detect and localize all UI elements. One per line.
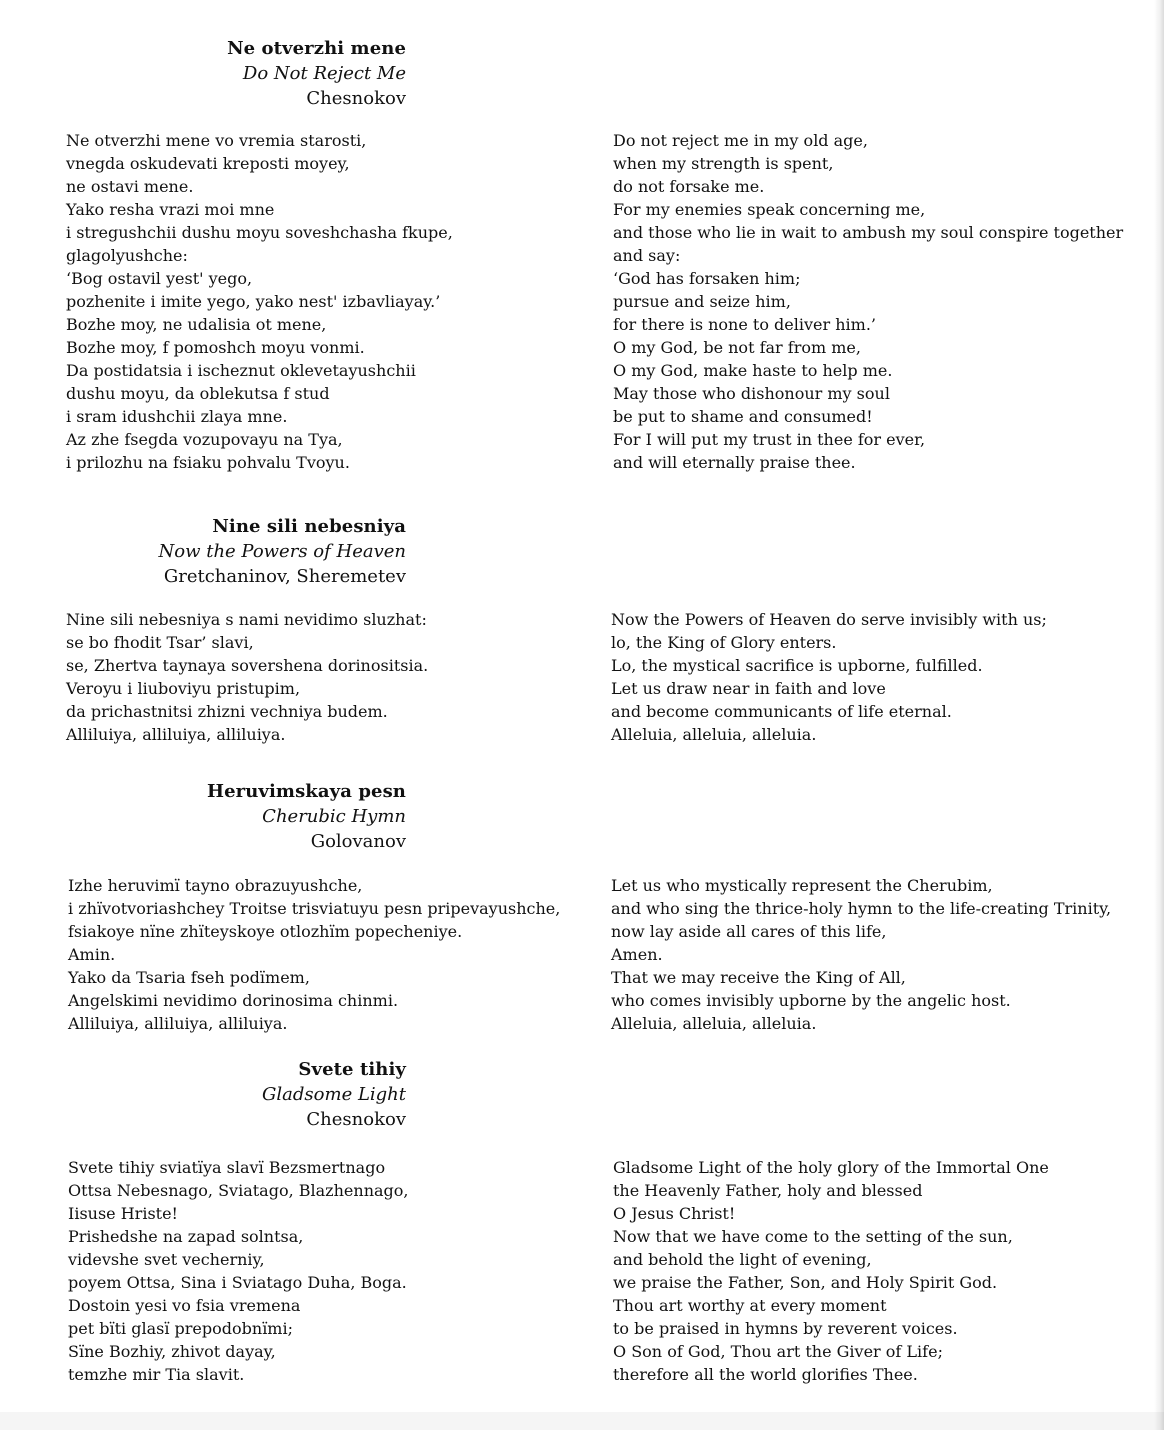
verse-line: Bozhe moy, f pomoshch moyu vonmi. [66, 338, 365, 357]
verse-line: Iisuse Hriste! [68, 1204, 178, 1223]
verse-line: Alliluiya, alliluiya, alliluiya. [66, 725, 286, 744]
hymn-title: Svete tihiy [298, 1059, 406, 1080]
verse-line: pursue and seize him, [613, 292, 791, 311]
verse-line: dushu moyu, da oblekutsa f stud [66, 384, 330, 403]
verse-line: For I will put my trust in thee for ever, [613, 430, 926, 449]
page-bottom-margin [0, 1412, 1164, 1430]
verse-line: Ne otverzhi mene vo vremia starosti, [66, 131, 367, 150]
verse-line: Alleluia, alleluia, alleluia. [611, 725, 817, 744]
verse-line: and will eternally praise thee. [613, 453, 856, 472]
transliteration-column [66, 129, 606, 474]
verse-line: Svete tihiy sviatïya slavï Bezsmertnago [68, 1158, 386, 1177]
verse-line: ‘Bog ostavil yest' yego, [66, 269, 253, 288]
hymn-subtitle: Do Not Reject Me [242, 63, 406, 84]
verse-line: O Jesus Christ! [613, 1204, 736, 1223]
verse-line: and become communicants of life eternal. [611, 702, 952, 721]
verse-line: poyem Ottsa, Sina i Sviatago Duha, Boga. [68, 1273, 407, 1292]
page-edge-shadow [1154, 0, 1164, 1430]
verse-line: now lay aside all cares of this life, [611, 922, 887, 941]
verse-line: glagolyushche: [66, 246, 188, 265]
verse-line: Now the Powers of Heaven do serve invisibly with us; [611, 610, 1047, 629]
verse-line: i stregushchii dushu moyu soveshchasha fkupe, [66, 223, 453, 242]
verse-line: Nine sili nebesniya s nami nevidimo sluzhat: [66, 610, 427, 629]
translation-column [613, 129, 1153, 474]
verse-line: Lo, the mystical sacrifice is upborne, fulfilled. [611, 656, 983, 675]
verse-line: ‘God has forsaken him; [613, 269, 801, 288]
verse-line: videvshe svet vecherniy, [68, 1250, 265, 1269]
hymn-title: Nine sili nebesniya [212, 516, 406, 537]
verse-line: when my strength is spent, [613, 154, 834, 173]
hymn-title: Heruvimskaya pesn [207, 781, 406, 802]
verse-line: pozhenite i imite yego, yako nest' izbavliayay.’ [66, 292, 441, 311]
translation-column [611, 874, 1151, 1035]
translation-column [613, 1156, 1153, 1386]
hymn-subtitle: Cherubic Hymn [262, 806, 406, 827]
verse-line: se, Zhertva taynaya sovershena dorinositsia. [66, 656, 429, 675]
hymn-heading [6, 36, 406, 112]
hymn-heading [6, 1057, 406, 1133]
verse-line: Prishedshe na zapad solntsa, [68, 1227, 304, 1246]
translation-column [611, 608, 1151, 746]
hymn-title: Ne otverzhi mene [227, 38, 406, 59]
verse-line: Let us draw near in faith and love [611, 679, 886, 698]
verse-line: May those who dishonour my soul [613, 384, 890, 403]
verse-line: for there is none to deliver him.’ [613, 315, 877, 334]
verse-line: and behold the light of evening, [613, 1250, 872, 1269]
verse-line: Gladsome Light of the holy glory of the Immortal One [613, 1158, 1049, 1177]
verse-line: For my enemies speak concerning me, [613, 200, 926, 219]
verse-line: Let us who mystically represent the Cherubim, [611, 876, 993, 895]
hymn-heading [6, 514, 406, 590]
verse-line: That we may receive the King of All, [611, 968, 906, 987]
verse-line: do not forsake me. [613, 177, 765, 196]
verse-line: to be praised in hymns by reverent voices. [613, 1319, 958, 1338]
verse-line: lo, the King of Glory enters. [611, 633, 837, 652]
verse-line: Thou art worthy at every moment [613, 1296, 887, 1315]
verse-line: Yako resha vrazi moi mne [66, 200, 275, 219]
hymn-heading [6, 779, 406, 855]
verse-line: Now that we have come to the setting of the sun, [613, 1227, 1013, 1246]
verse-line: therefore all the world glorifies Thee. [613, 1365, 918, 1384]
verse-line: temzhe mir Tia slavit. [68, 1365, 245, 1384]
transliteration-column [68, 874, 608, 1035]
verse-line: se bo fhodit Tsar’ slavi, [66, 633, 254, 652]
verse-line: we praise the Father, Son, and Holy Spirit God. [613, 1273, 998, 1292]
verse-line: Ottsa Nebesnago, Sviatago, Blazhennago, [68, 1181, 409, 1200]
verse-line: O Son of God, Thou art the Giver of Life; [613, 1342, 943, 1361]
verse-line: Bozhe moy, ne udalisia ot mene, [66, 315, 327, 334]
verse-line: and say: [613, 246, 681, 265]
verse-line: Alleluia, alleluia, alleluia. [611, 1014, 817, 1033]
verse-line: Az zhe fsegda vozupovayu na Tya, [66, 430, 343, 449]
verse-line: the Heavenly Father, holy and blessed [613, 1181, 923, 1200]
transliteration-column [68, 1156, 608, 1386]
verse-line: Dostoin yesi vo fsia vremena [68, 1296, 301, 1315]
verse-line: Izhe heruvimï tayno obrazuyushche, [68, 876, 363, 895]
hymn-subtitle: Gladsome Light [262, 1084, 406, 1105]
verse-line: Sïne Bozhiy, zhivot dayay, [68, 1342, 276, 1361]
verse-line: Angelskimi nevidimo dorinosima chinmi. [68, 991, 399, 1010]
verse-line: Do not reject me in my old age, [613, 131, 868, 150]
verse-line: Alliluiya, alliluiya, alliluiya. [68, 1014, 288, 1033]
verse-line: vnegda oskudevati kreposti moyey, [66, 154, 350, 173]
verse-line: pet bïti glasï prepodobnïmi; [68, 1319, 293, 1338]
verse-line: Veroyu i liuboviyu pristupim, [66, 679, 301, 698]
hymn-composer: Golovanov [310, 831, 406, 852]
verse-line: fsiakoye nïne zhïteyskoye otlozhïm popecheniye. [68, 922, 463, 941]
verse-line: O my God, make haste to help me. [613, 361, 893, 380]
verse-line: i zhïvotvoriashchey Troitse trisviatuyu pesn pripevayushche, [68, 899, 561, 918]
transliteration-column [66, 608, 606, 746]
verse-line: i sram idushchii zlaya mne. [66, 407, 288, 426]
hymn-composer: Gretchaninov, Sheremetev [163, 566, 406, 587]
verse-line: who comes invisibly upborne by the angelic host. [611, 991, 1011, 1010]
verse-line: da prichastnitsi zhizni vechniya budem. [66, 702, 388, 721]
verse-line: and those who lie in wait to ambush my soul conspire together [613, 223, 1124, 242]
verse-line: Amin. [68, 945, 116, 964]
verse-line: Yako da Tsaria fseh podïmem, [68, 968, 310, 987]
hymn-subtitle: Now the Powers of Heaven [158, 541, 406, 562]
verse-line: i prilozhu na fsiaku pohvalu Tvoyu. [66, 453, 350, 472]
hymn-composer: Chesnokov [306, 88, 406, 109]
verse-line: be put to shame and consumed! [613, 407, 873, 426]
verse-line: Amen. [611, 945, 663, 964]
verse-line: Da postidatsia i ischeznut oklevetayushchii [66, 361, 416, 380]
verse-line: O my God, be not far from me, [613, 338, 861, 357]
verse-line: and who sing the thrice-holy hymn to the life-creating Trinity, [611, 899, 1112, 918]
verse-line: ne ostavi mene. [66, 177, 194, 196]
hymn-composer: Chesnokov [306, 1109, 406, 1130]
